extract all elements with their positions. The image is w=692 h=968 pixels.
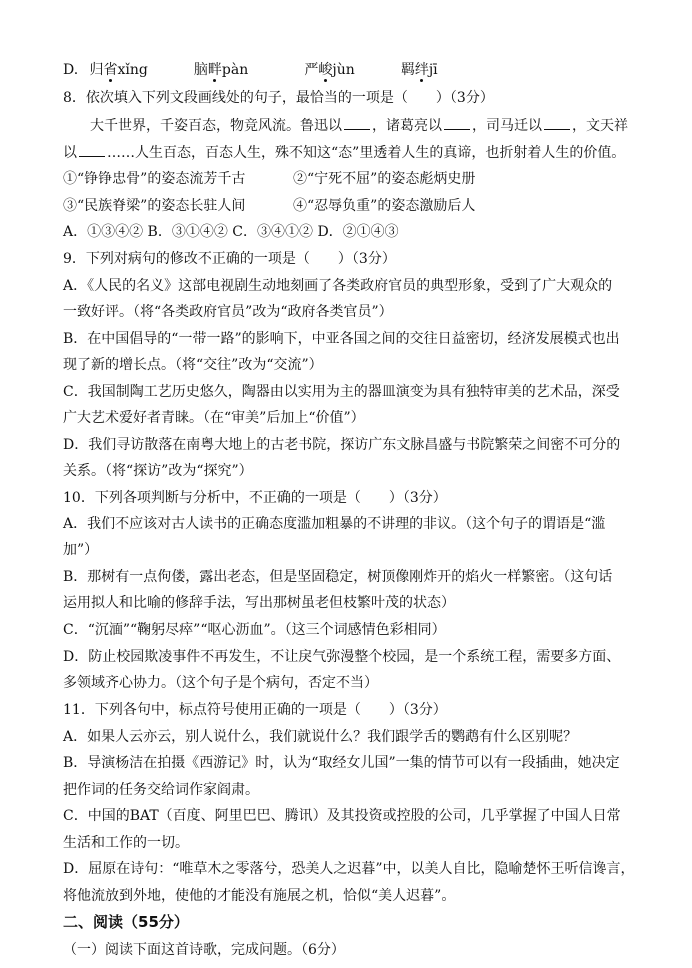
q8-passage-line-2: 以 ……人生百态，百态人生，殊不知这“态”里透着人生的真谛，也折射着人生的价值。 [63, 145, 626, 161]
pinyin-item-2: 脑畔pàn [193, 62, 249, 78]
q10-option-c-line-1: C．“沉湎”“鞠躬尽瘁”“呕心沥血”。（这三个词感情色彩相同） [63, 622, 446, 638]
q8-option-1: ①“铮铮忠骨”的姿态流芳千古 [63, 171, 246, 187]
pinyin-item-4: 羁绊jī [400, 62, 438, 78]
q9-option-a-line-2: 一致好评。（将“各类政府官员”改为“政府各类官员”） [63, 304, 393, 320]
q10-option-d-line-2: 多领域齐心协力。（这个句子是个病句，否定不当） [63, 675, 378, 691]
q11-stem: 11．下列各句中，标点符号使用正确的一项是（ ）（3分） [63, 702, 447, 718]
q7-option-d [63, 62, 438, 78]
q11-option-c-line-2: 生活和工作的一切。 [63, 835, 189, 851]
q11-option-c-line-1: C．中国的BAT（百度、阿里巴巴、腾讯）及其投资或控股的公司，几乎掌握了中国人日常 [63, 808, 621, 824]
q10-option-a-line-1: A．我们不应该对古人读书的正确态度滥加粗暴的不讲理的非议。（这个句子的谓语是“滥 [63, 516, 606, 532]
q8-option-3: ③“民族脊梁”的姿态长驻人间 [63, 198, 246, 214]
fill-blank [344, 117, 370, 130]
q8-answers: A．①③④② B．③①④② C．③④①② D．②①④③ [63, 224, 399, 240]
pinyin-item-1: 归省xǐng [89, 62, 148, 78]
fill-blank [79, 144, 105, 157]
pinyin-item-3: 严峻jùn [304, 62, 355, 78]
q9-option-d-line-1: D．我们寻访散落在南粤大地上的古老书院，探访广东文脉昌盛与书院繁荣之间密不可分的 [63, 437, 621, 453]
q11-option-a-line-1: A．如果人云亦云，别人说什么，我们就说什么？我们跟学舌的鹦鹉有什么区别呢？ [63, 729, 578, 745]
q9-stem: 9．下列对病句的修改不正确的一项是（ ）（3分） [63, 251, 396, 267]
q10-option-b-line-2: 运用拟人和比喻的修辞手法，写出那树虽老但枝繁叶茂的状态） [63, 595, 455, 611]
option-label: D. [63, 62, 79, 78]
fill-blank [544, 117, 570, 130]
q8-stem: 8．依次填入下列文段画线处的句子，最恰当的一项是（ ）（3分） [63, 90, 494, 106]
q9-option-a-line-1: A．《人民的名义》这部电视剧生动地刻画了各类政府官员的典型形象，受到了广大观众的 [63, 278, 613, 294]
q11-option-d-line-2: 将他流放到外地，使他的才能没有施展之机，恰似“美人迟暮”。 [63, 888, 456, 904]
q10-option-a-line-2: 加”） [63, 542, 99, 558]
q11-option-d-line-1: D．屈原在诗句：“唯草木之零落兮，恐美人之迟暮”中，以美人自比，隐喻楚怀王听信谗言， [63, 861, 635, 877]
q10-stem: 10．下列各项判断与分析中，不正确的一项是（ ）（3分） [63, 490, 447, 506]
q8-options-row-1 [63, 171, 475, 187]
fill-blank [444, 117, 470, 130]
q8-option-2: ②“宁死不屈”的姿态彪炳史册 [293, 171, 476, 187]
q11-option-b-line-2: 把作词的任务交给词作家阎肃。 [63, 782, 259, 798]
q10-option-b-line-1: B．那树有一点佝偻，露出老态，但是坚固稳定，树顶像刚炸开的焰火一样繁密。（这句话 [63, 569, 613, 585]
q11-option-b-line-1: B．导演杨洁在拍摄《西游记》时，认为“取经女儿国”一集的情节可以有一段插曲，她决定 [63, 755, 620, 771]
section-heading: 二、阅读（55分） [63, 913, 189, 931]
q9-option-c-line-1: C．我国制陶工艺历史悠久，陶器由以实用为主的器皿演变为具有独特审美的艺术品，深受 [63, 384, 620, 400]
q9-option-c-line-2: 广大艺术爱好者青睐。（在“审美”后加上“价值”） [63, 410, 365, 426]
q8-option-4: ④“忍辱负重”的姿态激励后人 [293, 198, 476, 214]
q9-option-b-line-1: B．在中国倡导的“一带一路”的影响下，中亚各国之间的交往日益密切，经济发展模式也出 [63, 331, 620, 347]
q10-option-d-line-1: D．防止校园欺凌事件不再发生，不让戾气弥漫整个校园，是一个系统工程，需要多方面、 [63, 649, 621, 665]
q8-passage-line-1: 大千世界，千姿百态，物竞风流。鲁迅以 ，诸葛亮以 ，司马迁以 ，文天祥 [90, 118, 628, 134]
q9-option-b-line-2: 现了新的增长点。（将“交往”改为“交流”） [63, 357, 323, 373]
section-subheading: （一）阅读下面这首诗歌，完成问题。（6分） [63, 942, 345, 958]
q9-option-d-line-2: 关系。（将“探访”改为“探究”） [63, 463, 253, 479]
q8-options-row-2 [63, 198, 475, 214]
